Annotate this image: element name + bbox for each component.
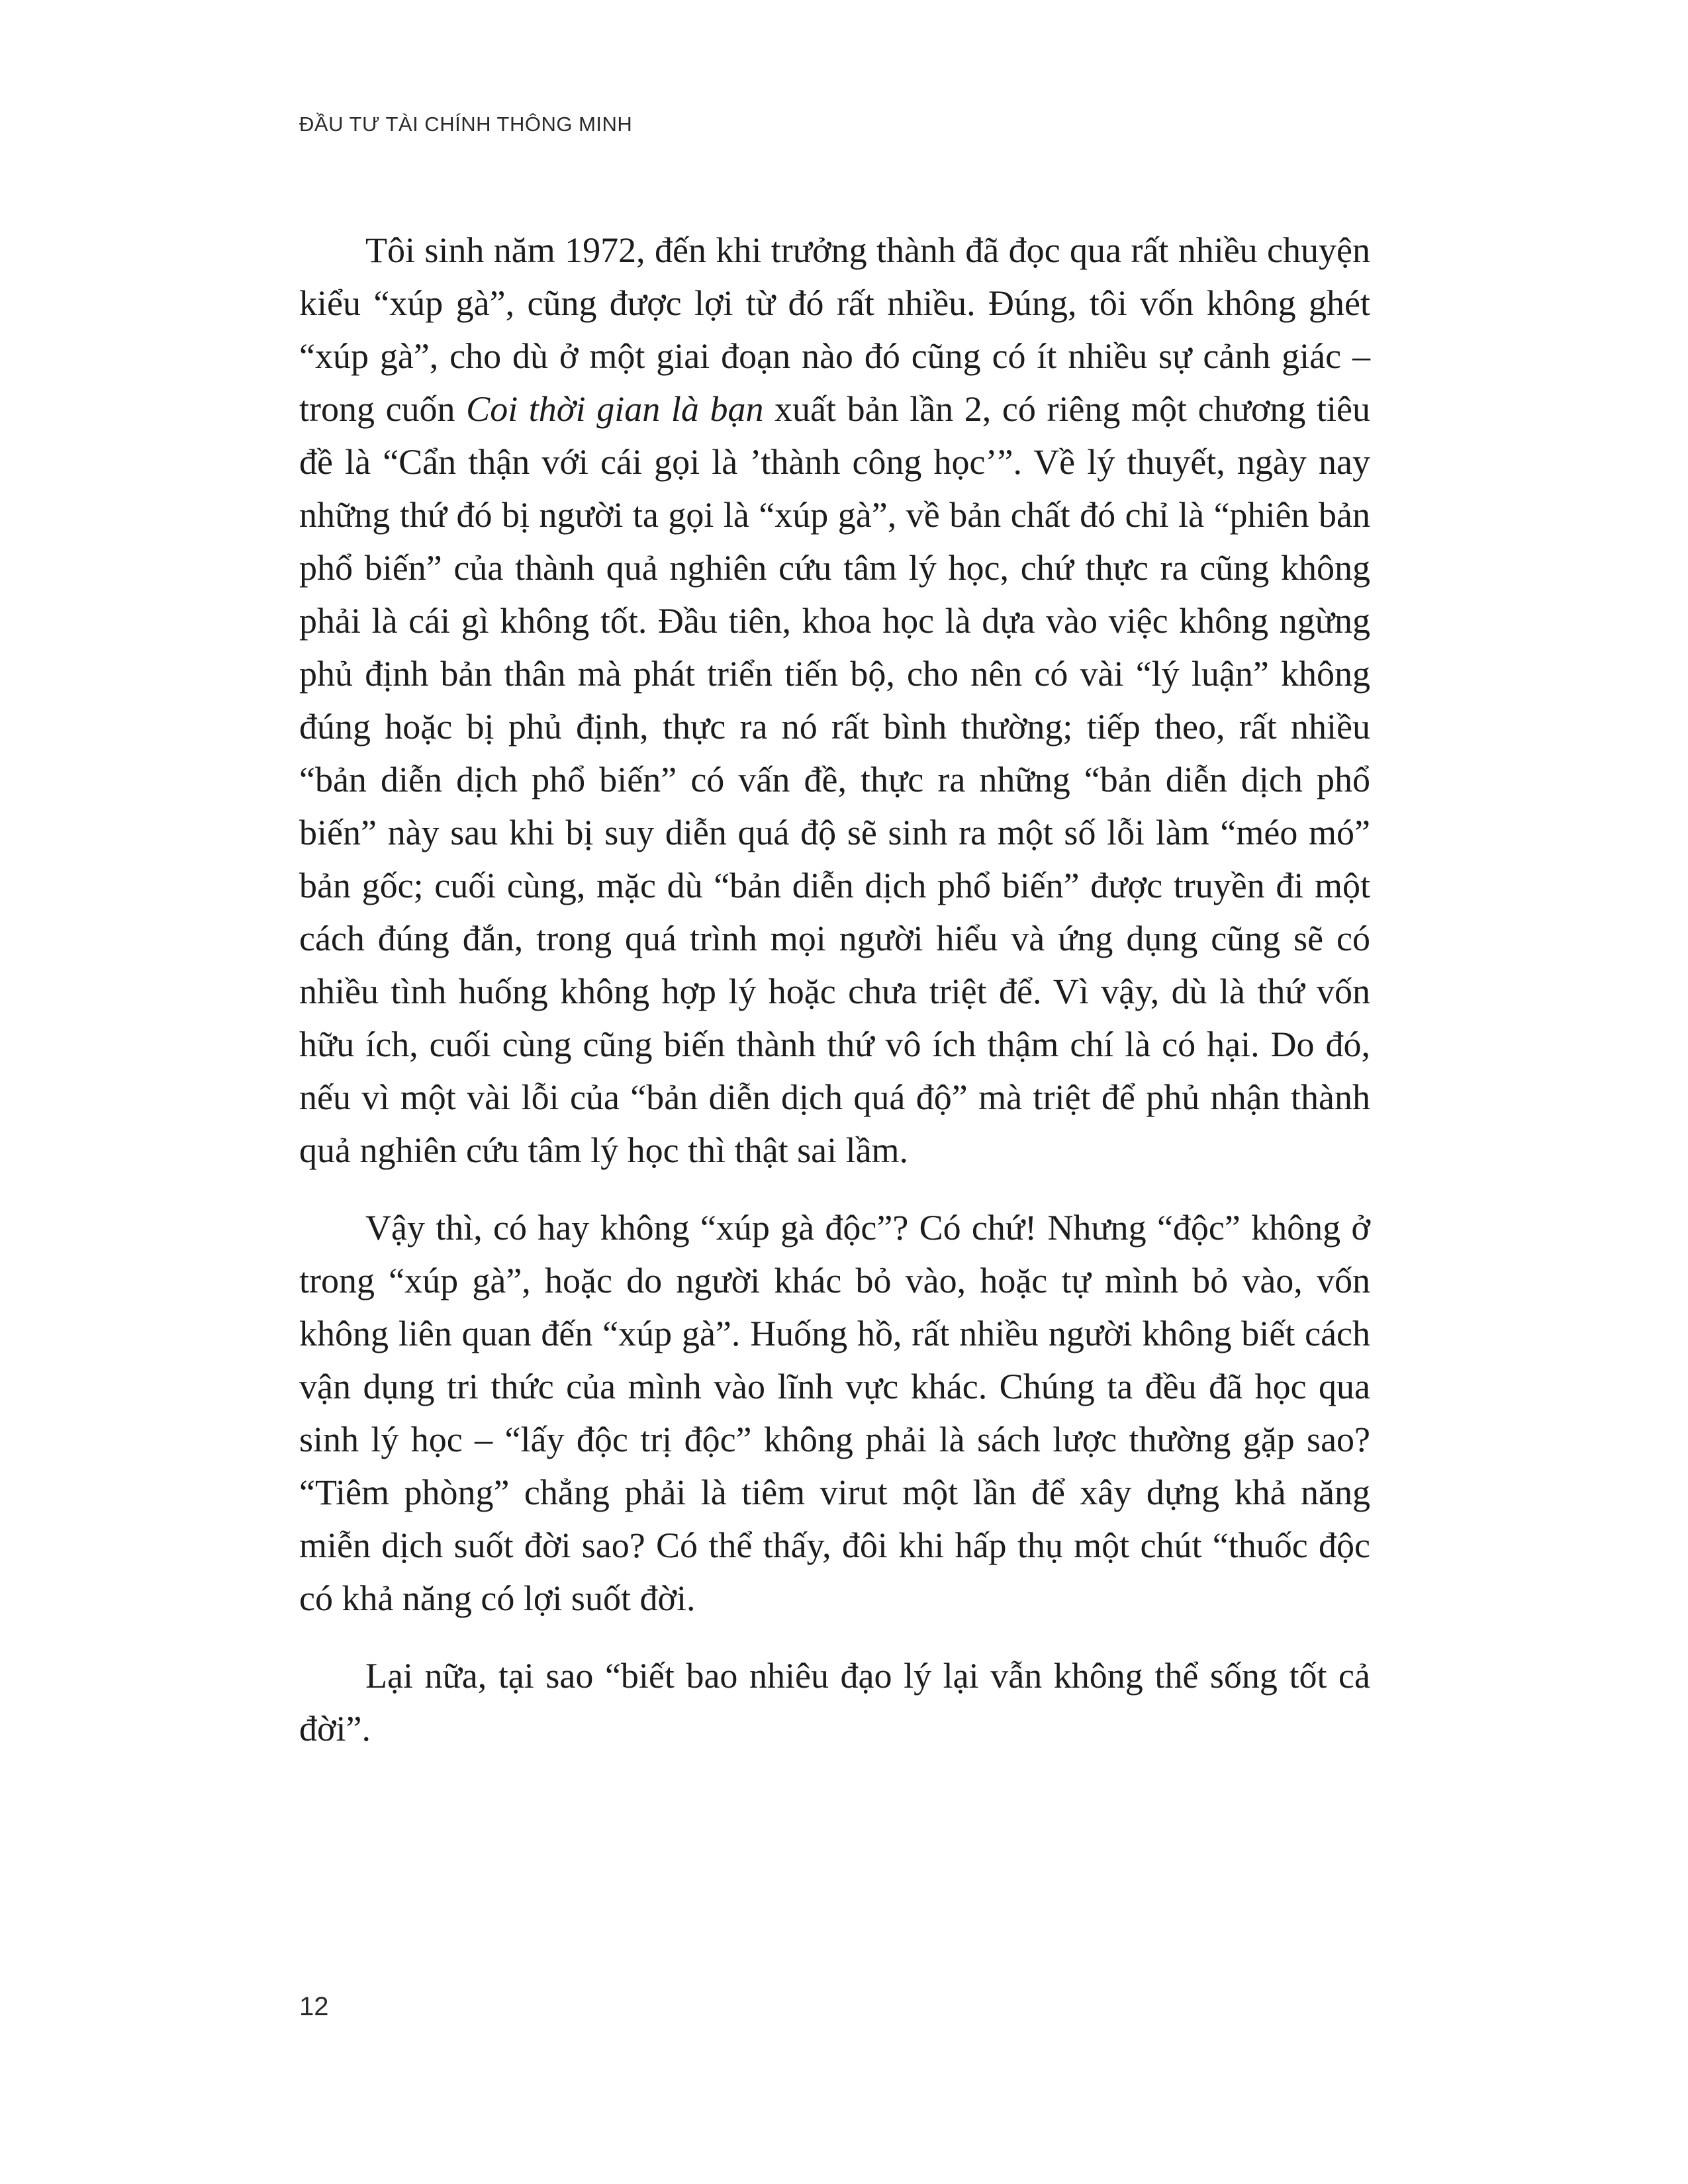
page-number: 12	[299, 1992, 329, 2021]
book-title: Coi thời gian là bạn	[466, 389, 764, 429]
paragraph-1-text-b: xuất bản lần 2, có riêng một chương tiêu đề là “Cẩn thận với cái gọi là ’thành công học’”. Về lý thuyết, ngày nay những thứ đó bị người ta gọi là “xúp gà”, về bản chất đó chỉ là “phiên bản phổ biến” của thành quả nghiên cứu tâm lý học, chứ thực ra cũng không phải là cái gì không tốt. Đầu tiên, khoa học là dựa vào việc không ngừng phủ định bản thân mà phát triển tiến bộ, cho nên có vài “lý luận” không đúng hoặc bị phủ định, thực ra nó rất bình thường; tiếp theo, rất nhiều “bản diễn dịch phổ biến” có vấn đề, thực ra những “bản diễn dịch phổ biến” này sau khi bị suy diễn quá độ sẽ sinh ra một số lỗi làm “méo mó” bản gốc; cuối cùng, mặc dù “bản diễn dịch phổ biến” được truyền đi một cách đúng đắn, trong quá trình mọi người hiểu và ứng dụng cũng sẽ có nhiều tình huống không hợp lý hoặc chưa triệt để. Vì vậy, dù là thứ vốn hữu ích, cuối cùng cũng biến thành thứ vô ích thậm chí là có hại. Do đó, nếu vì một vài lỗi của “bản diễn dịch quá độ” mà triệt để phủ nhận thành quả nghiên cứu tâm lý học thì thật sai lầm.	[299, 389, 1371, 1170]
paragraph-1	[299, 224, 1370, 1177]
paragraph-1-text-a: Tôi sinh năm 1972, đến khi trưởng thành đã đọc qua rất nhiều chuyện kiểu “xúp gà”, cũng được lợi từ đó rất nhiều. Đúng, tôi vốn không ghét “xúp gà”, cho dù ở một giai đoạn nào đó cũng có ít nhiều sự cảnh giác – trong cuốn	[299, 230, 1370, 429]
running-header: ĐẦU TƯ TÀI CHÍNH THÔNG MINH	[299, 113, 633, 136]
paragraph-3: Lại nữa, tại sao “biết bao nhiêu đạo lý lại vẫn không thể sống tốt cả đời”.	[299, 1656, 1370, 1749]
body-text	[299, 224, 1370, 1780]
paragraph-2: Vậy thì, có hay không “xúp gà độc”? Có chứ! Nhưng “độc” không ở trong “xúp gà”, hoặc do người khác bỏ vào, hoặc tự mình bỏ vào, vốn không liên quan đến “xúp gà”. Huống hồ, rất nhiều người không biết cách vận dụng tri thức của mình vào lĩnh vực khác. Chúng ta đều đã học qua sinh lý học – “lấy độc trị độc” không phải là sách lược thường gặp sao? “Tiêm phòng” chẳng phải là tiêm virut một lần để xây dựng khả năng miễn dịch suốt đời sao? Có thể thấy, đôi khi hấp thụ một chút “thuốc độc có khả năng có lợi suốt đời.	[299, 1208, 1370, 1618]
